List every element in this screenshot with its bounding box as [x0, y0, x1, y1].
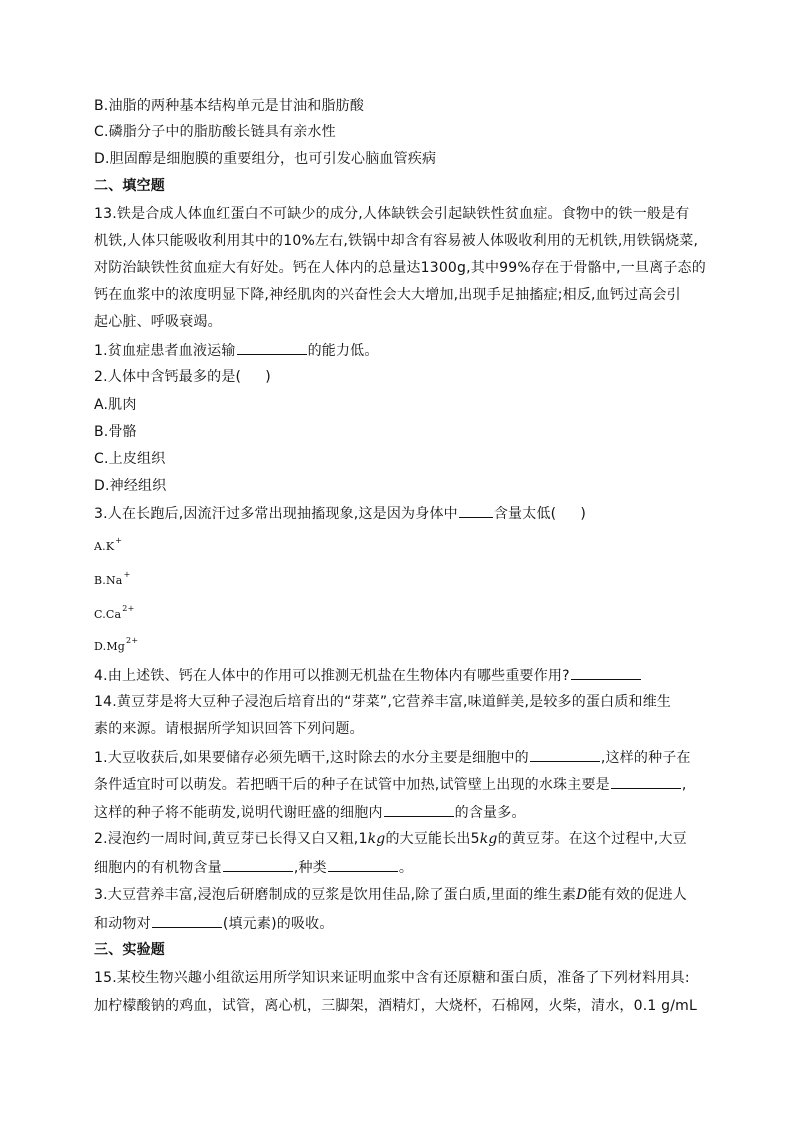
choice-na[interactable] [94, 571, 693, 592]
answer-blank[interactable] [152, 913, 222, 928]
q13-paragraph-line [94, 285, 693, 305]
q13-sub4 [94, 665, 693, 686]
ion-charge: 2+ [122, 604, 135, 613]
paragraph-text: 机铁,人体只能吸收利用其中的10%左右,铁锅中却含有容易被人体吸收利用的无机铁,用铁锅烧菜, [94, 233, 699, 249]
question-text: , [681, 777, 687, 793]
option-text: B.油脂的两种基本结构单元是甘油和脂肪酸 [94, 98, 365, 114]
q14-sub1-line [94, 802, 693, 823]
question-text: 1.大豆收获后,如果要储存必须先晒干,这时除去的水分主要是细胞中的 [94, 750, 529, 766]
question-text: 1.贫血症患者血液运输 [94, 343, 236, 359]
choice-b[interactable] [94, 422, 693, 442]
option-d-line [94, 149, 693, 169]
choice-mg[interactable] [94, 637, 693, 658]
paragraph-text: 起心脏、呼吸衰竭。 [94, 314, 222, 330]
question-text: ,种类 [293, 860, 327, 876]
question-text: 的含量多。 [454, 805, 526, 821]
answer-blank[interactable] [384, 802, 454, 817]
ion-charge: + [123, 570, 131, 579]
unit-kg: kg [367, 831, 386, 847]
question-text: 条件适宜时可以萌发。若把晒干后的种子在试管中加热,试管壁上出现的水珠主要是 [94, 777, 610, 793]
paragraph-text: 钙在血浆中的浓度明显下降,神经肌肉的兴奋性会大大增加,出现手足抽搐症;相反,血钙过高会引 [94, 287, 681, 303]
choice-text: A.肌肉 [94, 397, 137, 413]
q14-sub3-line [94, 913, 693, 934]
q13-sub1 [94, 340, 693, 361]
q14-paragraph-line [94, 692, 693, 712]
section-title: 三、实验题 [94, 942, 165, 958]
section-heading-fill-in [94, 176, 693, 196]
choice-text: B.Na [94, 574, 123, 587]
q13-sub2 [94, 367, 693, 387]
paragraph-text: 素的来源。请根据所学知识回答下列问题。 [94, 721, 364, 737]
option-c-line [94, 122, 693, 142]
question-text: (填元素)的吸收。 [222, 916, 334, 932]
question-text: ,这样的种子在 [600, 750, 691, 766]
question-text: 3.大豆营养丰富,浸泡后研磨制成的豆浆是饮用佳品,除了蛋白质,里面的维生素 [94, 887, 577, 903]
answer-blank[interactable] [459, 503, 493, 518]
choice-text: C.Ca [94, 608, 122, 621]
q13-paragraph-line [94, 231, 699, 251]
question-text: 的黄豆芽。在这个过程中,大豆 [497, 831, 687, 847]
choice-k[interactable] [94, 537, 693, 558]
choice-c[interactable] [94, 449, 693, 469]
q13-paragraph-line [94, 258, 706, 278]
question-text: 细胞内的有机物含量 [94, 860, 222, 876]
q14-sub1-line [94, 747, 693, 768]
paragraph-text: 对防治缺铁性贫血症大有好处。钙在人体内的总量达1300g,其中99%存在于骨骼中,一旦离子态的 [94, 260, 706, 276]
paragraph-text: 13.铁是合成人体血红蛋白不可缺少的成分,人体缺铁会引起缺铁性贫血症。食物中的铁一般是有 [94, 206, 690, 222]
section-title: 二、填空题 [94, 178, 165, 194]
question-text: 的大豆能长出5 [385, 831, 480, 847]
q13-paragraph-line [94, 312, 693, 332]
choice-text: C.上皮组织 [94, 451, 166, 467]
choice-d[interactable] [94, 476, 693, 496]
q14-sub2-line [94, 857, 693, 878]
question-text: 这样的种子将不能萌发,说明代谢旺盛的细胞内 [94, 805, 383, 821]
q13-paragraph-line [94, 204, 693, 224]
question-text: 的能力低。 [307, 343, 379, 359]
question-text: 2.浸泡约一周时间,黄豆芽已长得又白又粗,1 [94, 831, 368, 847]
question-text: 4.由上述铁、钙在人体中的作用可以推测无机盐在生物体内有哪些重要作用? [94, 668, 570, 684]
ion-charge: + [115, 536, 123, 545]
choice-text: A.K [94, 540, 115, 553]
option-text: C.磷脂分子中的脂肪酸长链具有亲水性 [94, 124, 336, 140]
choice-text: B.骨骼 [94, 424, 137, 440]
q15-paragraph-line [94, 996, 697, 1016]
answer-blank[interactable] [223, 857, 293, 872]
ion-charge: 2+ [126, 636, 139, 645]
answer-blank[interactable] [571, 665, 641, 680]
question-text: 3.人在长跑后,因流汗过多常出现抽搐现象,这是因为身体中 [94, 506, 458, 522]
q14-sub1-line [94, 774, 693, 795]
q14-sub3-line [94, 885, 693, 905]
answer-blank[interactable] [530, 747, 600, 762]
question-text: 和动物对 [94, 916, 151, 932]
choice-text: D.神经组织 [94, 478, 167, 494]
paragraph-text: 加柠檬酸钠的鸡血，试管，离心机，三脚架，酒精灯，大烧杯，石棉网，火柴，清水，0.1 g/mL [94, 998, 697, 1014]
question-text: 含量太低( [493, 506, 557, 522]
choice-ca[interactable] [94, 605, 693, 626]
paragraph-text: 15.某校生物兴趣小组欲运用所学知识来证明血浆中含有还原糖和蛋白质，准备了下列材料用具: [94, 970, 690, 986]
vitamin-d-symbol: D [576, 887, 588, 903]
choice-a[interactable] [94, 395, 693, 415]
section-heading-experiment [94, 940, 693, 960]
question-text: 。 [398, 860, 414, 876]
question-text: 能有效的促进人 [587, 887, 687, 903]
q14-paragraph-line [94, 719, 693, 739]
option-text: D.胆固醇是细胞膜的重要组分，也可引发心脑血管疾病 [94, 151, 437, 167]
question-text: ) [265, 369, 271, 385]
question-text: 2.人体中含钙最多的是( [94, 369, 242, 385]
paragraph-text: 14.黄豆芽是将大豆种子浸泡后培育出的“芽菜”,它营养丰富,味道鲜美,是较多的蛋白质和维生 [94, 694, 672, 710]
answer-blank[interactable] [611, 774, 681, 789]
answer-blank[interactable] [328, 857, 398, 872]
q13-sub3 [94, 503, 693, 524]
unit-kg: kg [479, 831, 498, 847]
q14-sub2-line [94, 829, 693, 849]
choice-text: D.Mg [94, 640, 126, 653]
option-b-line [94, 96, 693, 116]
question-text: ) [580, 506, 586, 522]
q15-paragraph-line [94, 968, 693, 988]
answer-blank[interactable] [237, 340, 307, 355]
